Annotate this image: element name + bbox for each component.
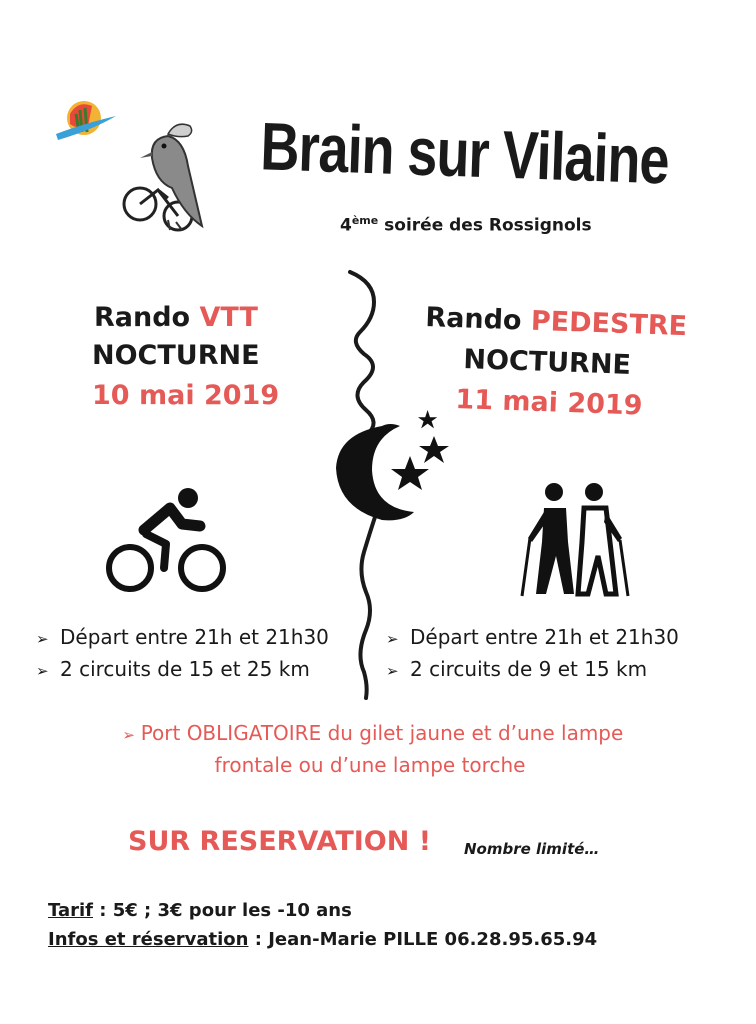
pedestre-details xyxy=(386,622,679,686)
vtt-title-highlight: VTT xyxy=(199,302,258,333)
list-item xyxy=(386,622,679,654)
tarif-value: : 5€ ; 3€ pour les -10 ans xyxy=(92,900,352,921)
vtt-date: 10 mai 2019 xyxy=(92,380,280,411)
arrow-bullet-icon: ➢ xyxy=(386,662,399,680)
list-item xyxy=(36,622,329,654)
subtitle-superscript: ème xyxy=(351,214,379,227)
pricing-info xyxy=(48,896,597,954)
moon-stars-icon xyxy=(330,408,454,528)
tarif-line xyxy=(48,896,597,925)
safety-notice xyxy=(80,718,660,780)
event-subtitle xyxy=(340,214,592,236)
pedestre-bullet-text: Départ entre 21h et 21h30 xyxy=(410,625,679,649)
infos-value: : Jean-Marie PILLE 06.28.95.65.94 xyxy=(248,929,598,950)
vtt-details xyxy=(36,622,329,686)
town-logo-icon xyxy=(52,96,118,148)
arrow-bullet-icon: ➢ xyxy=(36,662,49,680)
vtt-title xyxy=(94,302,258,333)
limit-note: Nombre limité… xyxy=(464,840,600,858)
list-item xyxy=(386,654,679,686)
nightingale-cyclist-icon xyxy=(112,118,212,242)
notice-line-1: Port OBLIGATOIRE du gilet jaune et d’une lampe xyxy=(140,721,624,745)
arrow-bullet-icon: ➢ xyxy=(36,630,49,648)
vtt-title-prefix: Rando xyxy=(94,302,200,333)
cyclist-icon xyxy=(104,486,228,594)
pedestre-nocturne: NOCTURNE xyxy=(462,344,632,381)
pedestre-title-prefix: Rando xyxy=(424,302,532,337)
notice-line-2: frontale ou d’une lampe torche xyxy=(214,753,526,777)
infos-label: Infos et réservation xyxy=(48,929,249,950)
subtitle-text: soirée des Rossignols xyxy=(378,215,592,236)
infos-line xyxy=(48,925,597,954)
pedestre-bullet-text: 2 circuits de 9 et 15 km xyxy=(410,657,648,681)
subtitle-ordinal: 4 xyxy=(340,215,352,236)
arrow-bullet-icon: ➢ xyxy=(386,630,399,648)
arrow-bullet-icon: ➢ xyxy=(122,726,135,744)
pedestre-title-highlight: PEDESTRE xyxy=(530,305,688,343)
vtt-nocturne: NOCTURNE xyxy=(92,340,260,371)
tarif-label: Tarif xyxy=(48,900,93,921)
pedestre-title xyxy=(425,302,688,342)
page-title: Brain sur Vilaine xyxy=(259,109,670,199)
list-item xyxy=(36,654,329,686)
vtt-bullet-text: 2 circuits de 15 et 25 km xyxy=(60,657,310,681)
reservation-label: SUR RESERVATION ! xyxy=(128,826,432,857)
vtt-bullet-text: Départ entre 21h et 21h30 xyxy=(60,625,329,649)
hikers-icon xyxy=(518,482,630,598)
pedestre-date: 11 mai 2019 xyxy=(454,384,644,422)
